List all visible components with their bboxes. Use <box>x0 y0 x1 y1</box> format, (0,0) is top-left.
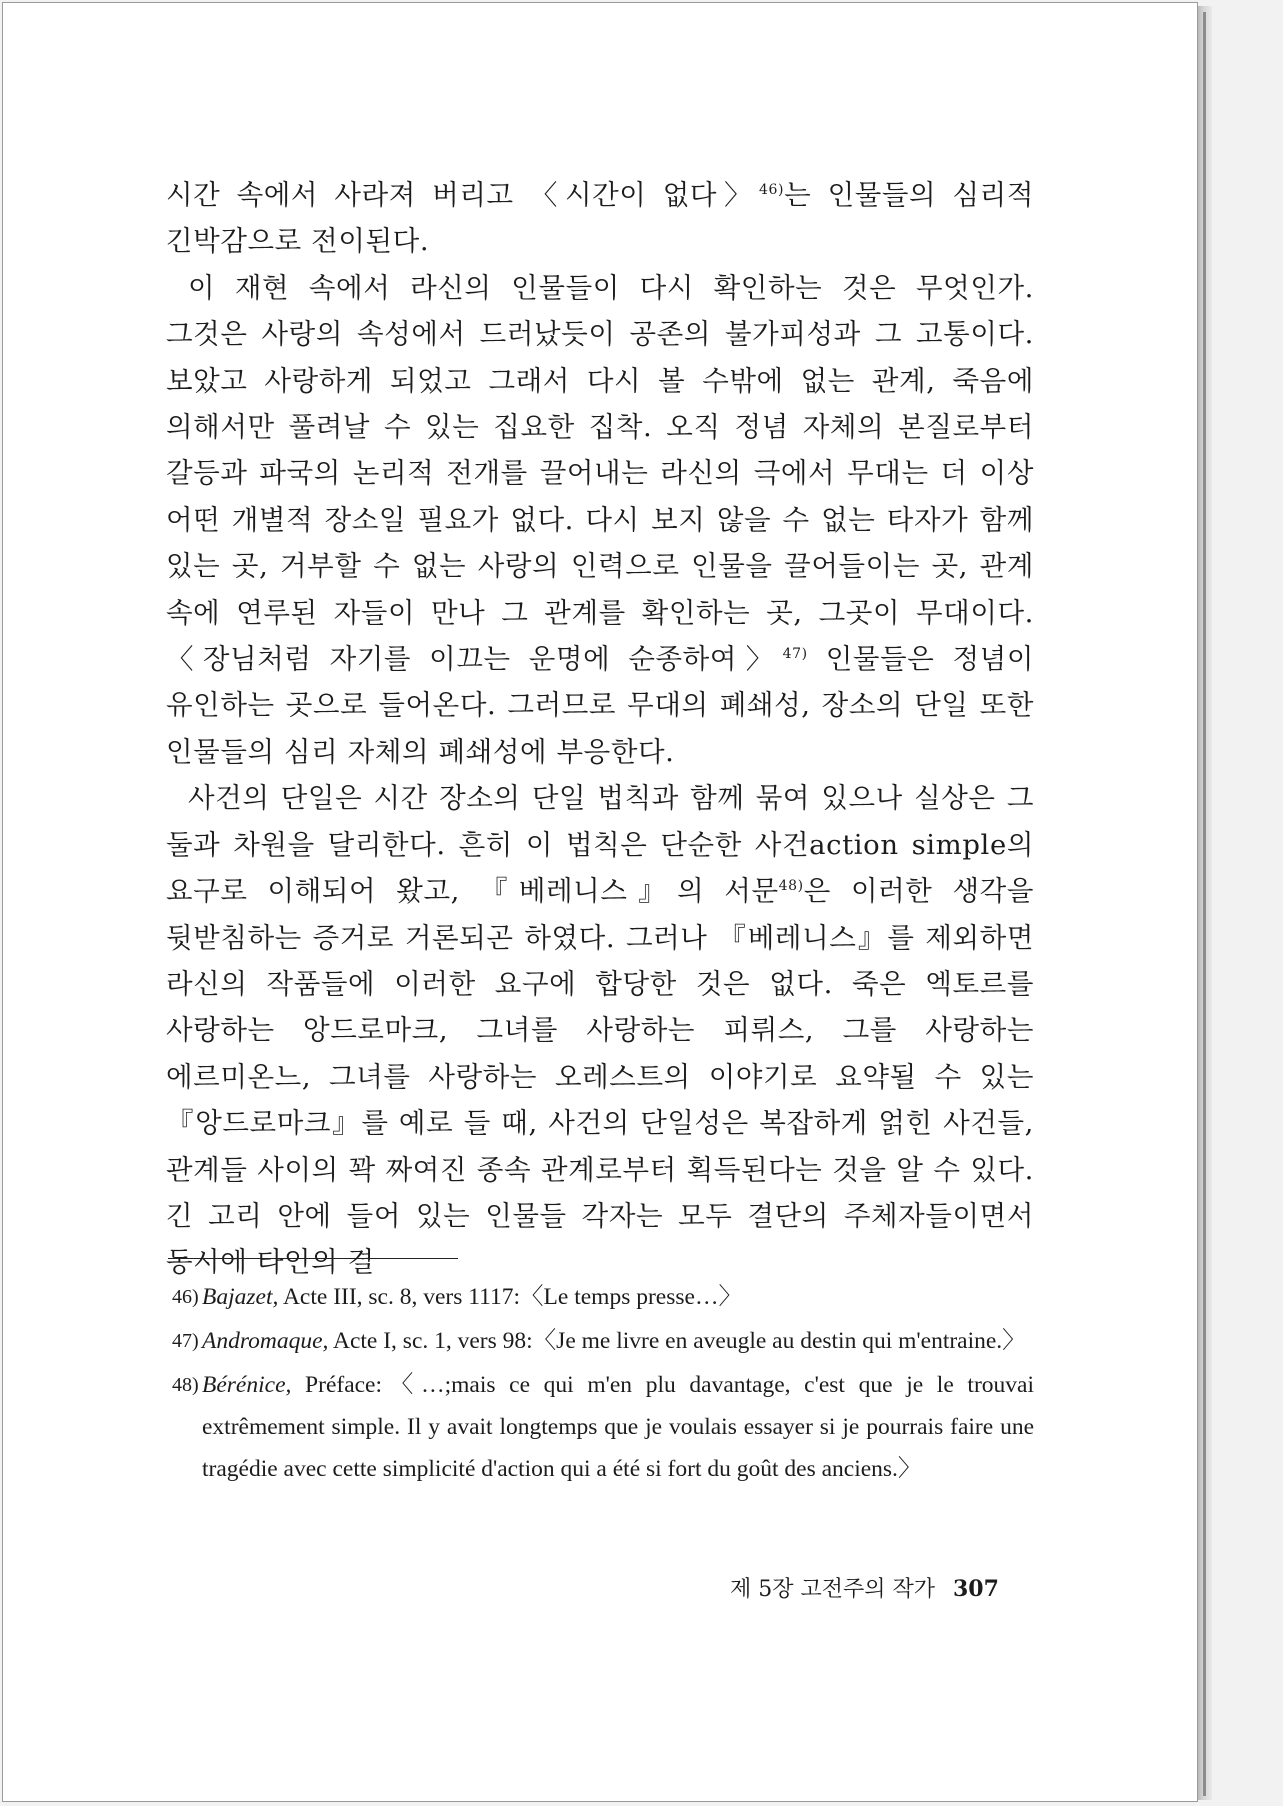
footnotes <box>168 1276 1034 1492</box>
footnote-ref-47[interactable]: 47) <box>782 645 808 662</box>
footnote-number: 48) <box>172 1374 199 1396</box>
running-footer <box>730 1572 999 1603</box>
paragraph-1 <box>166 172 1034 265</box>
footnote-46 <box>168 1276 1034 1318</box>
footnote-number: 47) <box>172 1330 199 1352</box>
footnote-ref-46[interactable]: 46) <box>759 181 785 198</box>
paragraph-2-text-cont: 인물들은 정념이 유인하는 곳으로 들어온다. 그러므로 무대의 폐쇄성, 장소의 단일 또한 인물들의 심리 자체의 폐쇄성에 부응한다. <box>166 643 1034 768</box>
paragraph-3 <box>166 775 1034 1285</box>
footnote-number: 46) <box>172 1286 199 1308</box>
paragraph-2-text: 이 재현 속에서 라신의 인물들이 다시 확인하는 것은 무엇인가. 그것은 사랑의 속성에서 드러났듯이 공존의 불가피성과 그 고통이다. 보았고 사랑하게 되었고 그래서 다시 볼 수밖에 없는 관계, 죽음에 의해서만 풀려날 수 있는 집요한 집착. 오직 정념 자체의 본질로부터 갈등과 파국의 논리적 전개를 끌어내는 라신의 극에서 무대는 더 이상 어떤 개별적 장소일 필요가 없다. 다시 보지 않을 수 없는 타자가 함께 있는 곳, 거부할 수 없는 사랑의 인력으로 인물을 끌어들이는 곳, 관계 속에 연루된 자들이 만나 그 관계를 확인하는 곳, 그곳이 무대이다. 〈장님처럼 자기를 이끄는 운명에 순종하여〉 <box>166 271 1034 676</box>
footnote-47 <box>168 1320 1034 1362</box>
paragraph-3-text-cont: 은 이러한 생각을 뒷받침하는 증거로 거론되곤 하였다. 그러나 『베레니스』를 제외하면 라신의 작품들에 이러한 요구에 합당한 것은 없다. 죽은 엑토르를 사랑하는 앙드로마크, 그녀를 사랑하는 피뤼스, 그를 사랑하는 에르미온느, 그녀를 사랑하는 오레스트의 이야기로 요약될 수 있는 『앙드로마크』를 예로 들 때, 사건의 단일성은 복잡하게 얽힌 사건들, 관계들 사이의 꽉 짜여진 종속 관계로부터 획득된다는 것을 알 수 있다. 긴 고리 안에 들어 있는 인물들 각자는 모두 결단의 주체자들이면서 동시에 타인의 결 <box>166 875 1035 1279</box>
footnote-text: Acte I, sc. 1, vers 98:〈Je me livre en aveugle au destin qui m'entraine.〉 <box>328 1328 1026 1354</box>
main-text <box>166 172 1034 1286</box>
paragraph-1-text: 시간 속에서 사라져 버리고 〈시간이 없다〉 <box>166 179 760 211</box>
footnote-divider <box>168 1258 458 1259</box>
footnote-work-title: Bajazet, <box>202 1284 279 1310</box>
paragraph-3-text: 사건의 단일은 시간 장소의 단일 법칙과 함께 묶여 있으나 실상은 그 둘과 차원을 달리한다. 흔히 이 법칙은 단순한 사건action simple의 요구로 이해되어 왔고, 『베레니스』의 서문 <box>166 782 1034 908</box>
paragraph-1-text-cont: 는 인물들의 심리적 긴박감으로 전이된다. <box>166 179 1034 258</box>
footnote-work-title: Bérénice, <box>202 1372 292 1398</box>
footnote-work-title: Andromaque, <box>202 1328 329 1354</box>
footnote-ref-48[interactable]: 48) <box>778 877 804 894</box>
footnote-text: Acte III, sc. 8, vers 1117:〈Le temps presse…〉 <box>278 1284 742 1310</box>
page-number: 307 <box>953 1576 999 1602</box>
chapter-title: 제 5장 고전주의 작가 <box>730 1577 935 1602</box>
footnote-text: Préface:〈…;mais ce qui m'en plu davantage, c'est que je le trouvai extrêmement simple. Il y avait longtemps que je voulais essayer si je pourrais faire une tragédie avec cette simplicité d'action qui a été si fort du goût des anciens.〉 <box>202 1372 1034 1482</box>
paragraph-2 <box>166 265 1034 775</box>
footnote-48 <box>168 1364 1034 1490</box>
page-edge-line <box>1203 12 1206 1796</box>
